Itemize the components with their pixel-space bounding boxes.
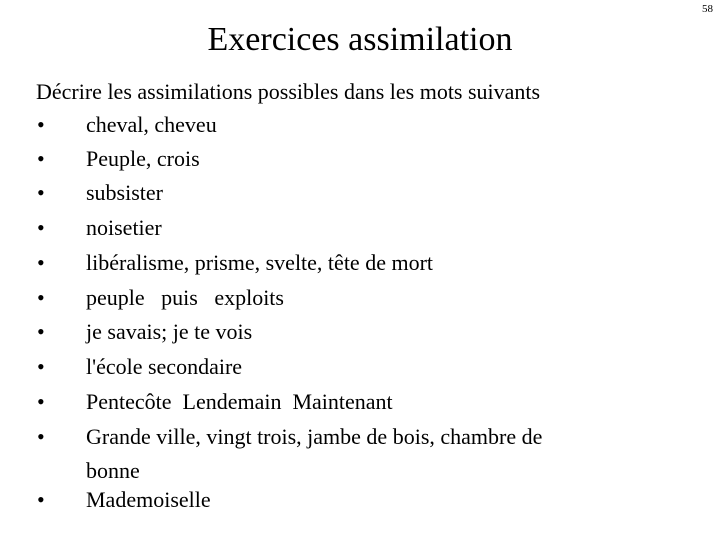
- list-item-text: cheval, cheveu: [86, 112, 217, 137]
- bullet-marker: •: [37, 250, 45, 275]
- bullet-marker: •: [37, 146, 45, 171]
- list-item-text: peuple puis exploits: [86, 285, 284, 310]
- bullet-marker: •: [37, 215, 45, 240]
- intro-text: Décrire les assimilations possibles dans les mots suivants: [36, 79, 541, 104]
- list-item-text: subsister: [86, 180, 163, 205]
- list-item-text: je savais; je te vois: [86, 319, 253, 344]
- bullet-marker: •: [37, 285, 45, 310]
- slide-number: 58: [702, 3, 713, 15]
- bullet-marker: •: [37, 112, 45, 137]
- list-item-text: Mademoiselle: [86, 487, 211, 512]
- list-item-text: l'école secondaire: [86, 354, 243, 379]
- list-item-text: Peuple, crois: [86, 146, 200, 171]
- list-item-text: Grande ville, vingt trois, jambe de bois, chambre de bonne: [86, 424, 543, 483]
- bullet-marker: •: [37, 180, 45, 205]
- bullet-marker: •: [37, 424, 45, 449]
- bullet-marker: •: [37, 487, 45, 512]
- bullet-marker: •: [37, 389, 45, 414]
- list-item-text: Pentecôte Lendemain Maintenant: [86, 389, 393, 414]
- list-item-text: noisetier: [86, 215, 162, 240]
- bullet-marker: •: [37, 319, 45, 344]
- list-item-text: libéralisme, prisme, svelte, tête de mort: [86, 250, 434, 275]
- bullet-marker: •: [37, 354, 45, 379]
- slide-title: Exercices assimilation: [207, 21, 513, 58]
